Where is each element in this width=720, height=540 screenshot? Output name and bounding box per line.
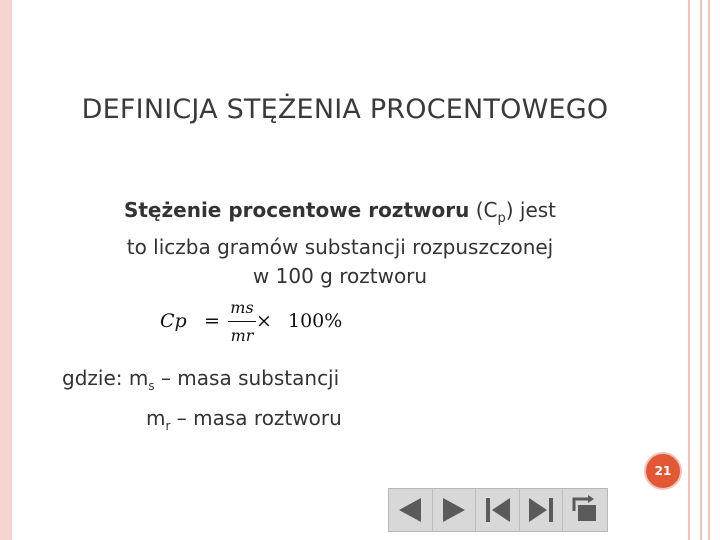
previous-button[interactable]	[389, 489, 433, 531]
last-button[interactable]	[520, 489, 564, 531]
slide-navigation-bar	[388, 488, 608, 532]
skip-last-icon	[526, 496, 556, 524]
definition-line-2: to liczba gramów substancji rozpuszczonej	[126, 235, 554, 259]
definition-line-1: Stężenie procentowe roztworu $(C_p)$ jest	[123, 198, 557, 226]
formula-percent: 100%	[288, 310, 343, 332]
triangle-left-icon	[395, 496, 425, 524]
legend-line-mr: $m_r$ – masa roztworu	[146, 406, 342, 433]
definition-term: Stężenie procentowe roztworu	[123, 198, 470, 222]
triangle-right-icon	[439, 496, 469, 524]
next-button[interactable]	[433, 489, 477, 531]
legend-line-ms: gdzie: $m_s$ – masa substancji	[62, 366, 340, 393]
variable-legend	[62, 362, 342, 442]
return-icon	[570, 495, 600, 525]
formula-times: ×	[256, 310, 272, 332]
left-border-decoration	[0, 0, 12, 540]
return-button[interactable]	[563, 489, 607, 531]
formula-denominator: mr	[230, 326, 254, 345]
definition-text	[40, 196, 640, 291]
fraction-bar	[228, 321, 256, 322]
skip-first-icon	[483, 496, 513, 524]
formula-equals: =	[204, 310, 220, 332]
concentration-formula	[160, 296, 360, 350]
first-button[interactable]	[476, 489, 520, 531]
formula-numerator: ms	[230, 298, 254, 317]
right-border-decoration	[682, 0, 720, 540]
formula-lhs: Cp	[160, 310, 187, 332]
definition-line-3: w 100 g roztworu	[252, 264, 428, 288]
page-number-badge: 21	[644, 452, 682, 490]
slide-title: DEFINICJA STĘŻENIA PROCENTOWEGO	[81, 94, 609, 125]
